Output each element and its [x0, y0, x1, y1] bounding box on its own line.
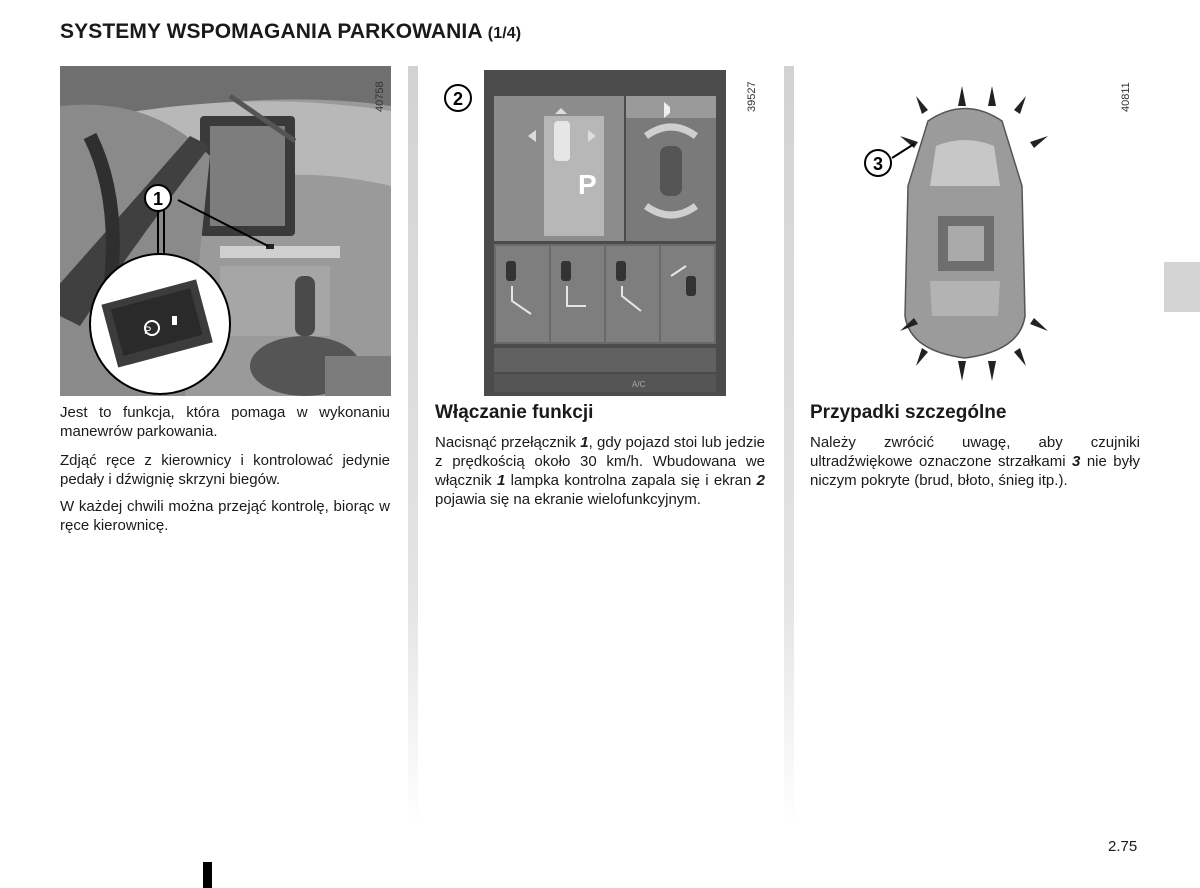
- figure-code-40811: 40811: [1120, 82, 1132, 112]
- ac-label: A/C: [632, 380, 646, 389]
- section-heading-activation: Włączanie funkcji: [435, 402, 594, 423]
- col3-text-b: nie były niczym pokryte (brud, błoto, śnieg itp.).: [810, 453, 1140, 489]
- dashboard-illustration: [60, 66, 391, 396]
- col2-ref-1: 1: [580, 434, 589, 451]
- page-title-text: SYSTEMY WSPOMAGANIA PARKOWANIA: [60, 20, 482, 43]
- col2-ref-1b: 1: [496, 472, 506, 489]
- col3-ref-3: 3: [1072, 453, 1081, 470]
- car-top-view-illustration: [810, 66, 1140, 396]
- figure-code-39527: 39527: [746, 81, 758, 112]
- section-heading-special-cases: Przypadki szczególne: [810, 402, 1007, 423]
- switch-parking-icon: P: [144, 325, 152, 337]
- col2-text-a: Nacisnąć przełącznik: [435, 434, 581, 451]
- parking-p-sign: P: [578, 169, 597, 200]
- callout-1-label: 1: [152, 189, 164, 209]
- parking-screen-illustration: [436, 66, 766, 396]
- crop-mark: [203, 862, 212, 888]
- figure-sensor-locations: [810, 66, 1140, 396]
- col3-text-a: Należy zwrócić uwagę, aby czujniki ultradźwiękowe oznaczone strzałkami: [810, 434, 1140, 470]
- col2-text-d: pojawia się na ekranie wielofunkcyjnym.: [435, 491, 701, 508]
- col2-text-c: lampka kontrolna zapala się i ekran: [505, 472, 757, 489]
- callout-2-label: 2: [452, 89, 464, 109]
- page-number: 2.75: [1108, 838, 1138, 855]
- col2-ref-2: 2: [756, 472, 765, 489]
- figure-dashboard-switch: [60, 66, 391, 396]
- figure-parking-screen: [436, 66, 766, 396]
- col1-paragraph-2: Zdjąć ręce z kierownicy i kontrolować jedynie pedały i dźwignię skrzyni biegów.: [60, 452, 390, 488]
- column-divider-left: [408, 66, 418, 826]
- col2-paragraph: [435, 433, 765, 509]
- callout-3-label: 3: [872, 154, 884, 174]
- chapter-side-tab: [1164, 262, 1200, 312]
- figure-code-40758: 40758: [374, 81, 386, 112]
- col2-text-b: , gdy pojazd stoi lub jedzie z prędkością około 30 km/h. Wbudowana we włącznik: [435, 434, 765, 489]
- page-title: [60, 20, 521, 44]
- page-title-suffix: (1/4): [487, 25, 522, 42]
- col1-paragraph-1: Jest to funkcja, która pomaga w wykonaniu manewrów parkowania.: [60, 404, 390, 440]
- col3-paragraph: [810, 433, 1140, 490]
- column-divider-right: [784, 66, 794, 826]
- col1-paragraph-3: W każdej chwili można przejąć kontrolę, biorąc w ręce kierownicę.: [60, 498, 390, 534]
